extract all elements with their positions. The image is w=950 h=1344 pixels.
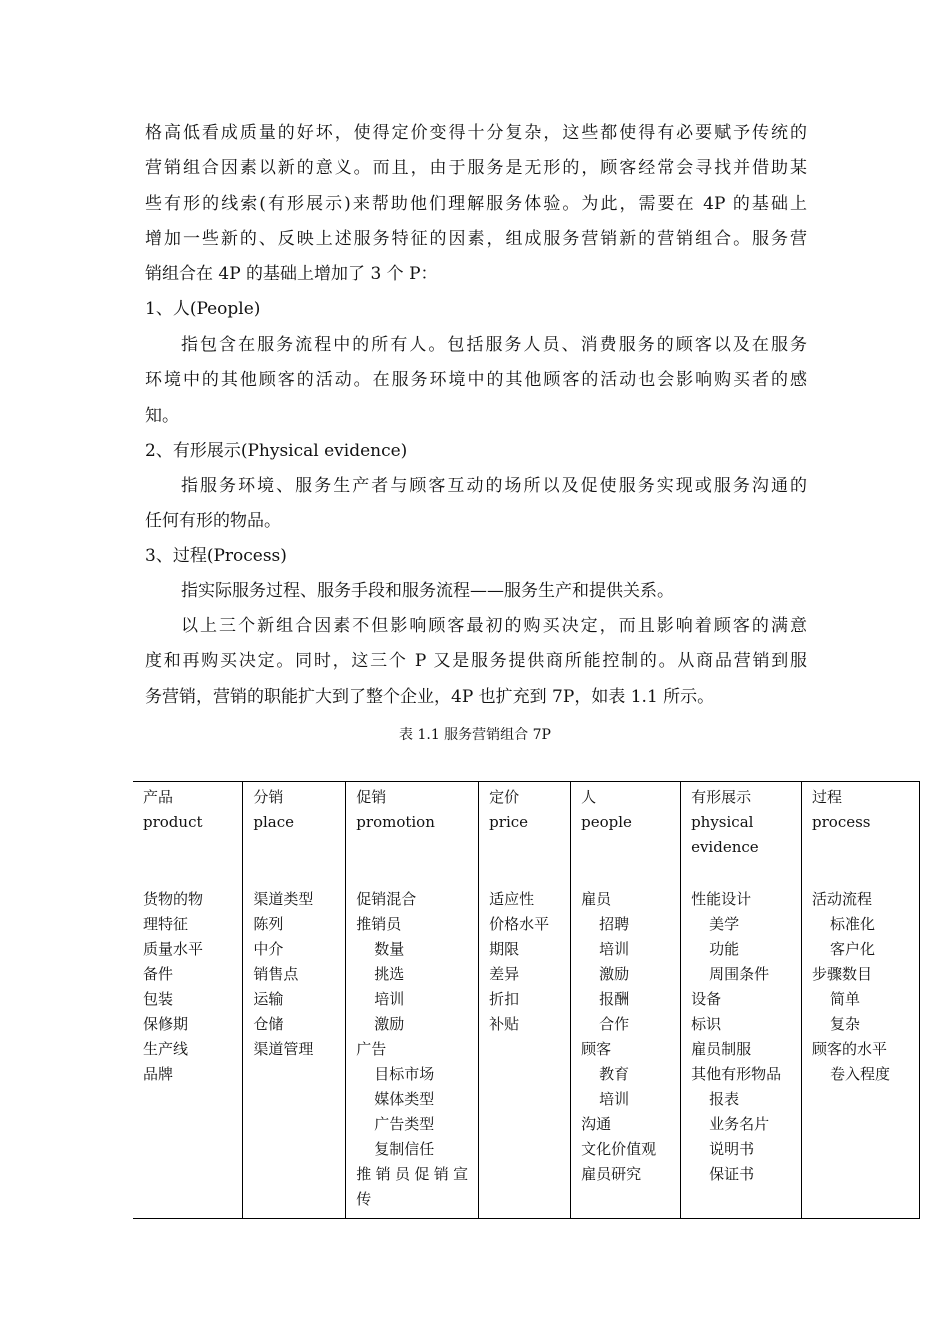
cell-item: 促销混合 xyxy=(356,890,417,908)
header-label: promotion xyxy=(356,813,435,831)
cell-item: 挑选 xyxy=(374,965,405,983)
cell-item: 激励 xyxy=(599,965,630,983)
cell-promotion xyxy=(346,881,479,1219)
cell-item: 保证书 xyxy=(709,1165,755,1183)
text-line: 指服务环境、服务生产者与顾客互动的场所以及促使服务实现或服务沟通的 xyxy=(181,476,807,496)
conclusion-paragraph xyxy=(145,609,807,715)
cell-item: 合作 xyxy=(599,1015,630,1033)
header-price xyxy=(479,782,571,882)
header-label: 分销 xyxy=(253,788,284,806)
header-label: 促销 xyxy=(356,788,387,806)
text-line: 增加一些新的、反映上述服务特征的因素，组成服务营销新的营销组合。服务营 xyxy=(145,228,807,249)
cell-item: 激励 xyxy=(374,1015,405,1033)
header-promotion xyxy=(346,782,479,882)
cell-item: 教育 xyxy=(599,1065,630,1083)
cell-item: 复杂 xyxy=(830,1015,861,1033)
cell-item: 生产线 xyxy=(143,1040,189,1058)
cell-place xyxy=(243,881,346,1219)
cell-item: 媒体类型 xyxy=(374,1090,435,1108)
text-line: 营销组合因素以新的意义。而且，由于服务是无形的，顾客经常会寻找并借助某 xyxy=(145,158,807,179)
cell-item: 折扣 xyxy=(489,990,520,1008)
intro-paragraph xyxy=(145,116,807,292)
text-line: 些有形的线索(有形展示)来帮助他们理解服务体验。为此，需要在 4P 的基础上 xyxy=(145,193,807,214)
cell-item: 补贴 xyxy=(489,1015,520,1033)
header-label: 人 xyxy=(581,788,597,806)
cell-item: 客户化 xyxy=(830,940,876,958)
cell-people xyxy=(571,881,681,1219)
cell-item: 标识 xyxy=(691,1015,722,1033)
cell-item: 美学 xyxy=(709,915,740,933)
cell-item: 设备 xyxy=(691,990,722,1008)
text-line: 务营销，营销的职能扩大到了整个企业，4P 也扩充到 7P，如表 1.1 所示。 xyxy=(145,686,715,707)
cell-item: 目标市场 xyxy=(374,1065,435,1083)
table-header-row xyxy=(133,782,920,882)
cell-item: 期限 xyxy=(489,940,520,958)
text-line: 指实际服务过程、服务手段和服务流程——服务生产和提供关系。 xyxy=(181,581,674,601)
process-heading: 3、过程(Process) xyxy=(145,546,287,566)
cell-item: 渠道管理 xyxy=(253,1040,314,1058)
cell-item: 渠道类型 xyxy=(253,890,314,908)
process-paragraph xyxy=(145,574,807,609)
text-line: 环境中的其他顾客的活动。在服务环境中的其他顾客的活动也会影响购买者的感 xyxy=(145,370,807,391)
cell-item: 报表 xyxy=(709,1090,740,1108)
header-label: process xyxy=(812,813,871,831)
cell-item: 适应性 xyxy=(489,890,535,908)
text-line: 销组合在 4P 的基础上增加了 3 个 P： xyxy=(145,264,438,285)
cell-item: 品牌 xyxy=(143,1065,174,1083)
text-line: 度和再购买决定。同时，这三个 P 又是服务提供商所能控制的。从商品营销到服 xyxy=(145,651,807,672)
header-label: place xyxy=(253,813,295,831)
cell-item: 培训 xyxy=(599,940,630,958)
evidence-paragraph xyxy=(145,469,807,540)
marketing-mix-table xyxy=(133,781,920,1219)
header-physical-evidence xyxy=(681,782,802,882)
cell-item: 文化价值观 xyxy=(581,1140,657,1158)
cell-product xyxy=(133,881,243,1219)
header-product xyxy=(133,782,243,882)
cell-item: 沟通 xyxy=(581,1115,612,1133)
cell-item: 其他有形物品 xyxy=(691,1065,782,1083)
cell-item: 培训 xyxy=(374,990,405,1008)
cell-item: 顾客的水平 xyxy=(812,1040,888,1058)
table-caption: 表 1.1 服务营销组合 7P xyxy=(399,727,551,743)
cell-item: 质量水平 xyxy=(143,940,204,958)
text-line: 指包含在服务流程中的所有人。包括服务人员、消费服务的顾客以及在服务 xyxy=(181,335,807,355)
cell-item: 顾客 xyxy=(581,1040,612,1058)
cell-item: 简单 xyxy=(830,990,861,1008)
cell-item: 差异 xyxy=(489,965,520,983)
header-label: 有形展示 xyxy=(691,788,752,806)
cell-item: 性能设计 xyxy=(691,890,752,908)
header-label: 产品 xyxy=(143,788,174,806)
cell-item: 陈列 xyxy=(253,915,284,933)
header-place xyxy=(243,782,346,882)
header-label: evidence xyxy=(691,838,759,856)
cell-item: 雇员 xyxy=(581,890,612,908)
cell-item: 价格水平 xyxy=(489,915,550,933)
cell-item: 销售点 xyxy=(253,965,299,983)
cell-item: 广告 xyxy=(356,1040,387,1058)
cell-item: 传 xyxy=(356,1190,372,1208)
cell-price xyxy=(479,881,571,1219)
cell-item: 仓储 xyxy=(253,1015,284,1033)
cell-item: 步骤数目 xyxy=(812,965,873,983)
evidence-heading: 2、有形展示(Physical evidence) xyxy=(145,441,408,461)
cell-item: 周围条件 xyxy=(709,965,770,983)
cell-item: 业务名片 xyxy=(709,1115,770,1133)
cell-item: 报酬 xyxy=(599,990,630,1008)
cell-item: 中介 xyxy=(253,940,284,958)
cell-item: 雇员研究 xyxy=(581,1165,642,1183)
cell-item: 广告类型 xyxy=(374,1115,435,1133)
cell-physical-evidence xyxy=(681,881,802,1219)
header-label: price xyxy=(489,813,529,831)
cell-process xyxy=(802,881,920,1219)
cell-item: 功能 xyxy=(709,940,740,958)
header-label: product xyxy=(143,813,203,831)
text-line: 以上三个新组合因素不但影响顾客最初的购买决定，而且影响着顾客的满意 xyxy=(181,616,807,636)
cell-item: 卷入程度 xyxy=(830,1065,891,1083)
header-people xyxy=(571,782,681,882)
people-heading: 1、人(People) xyxy=(145,299,261,319)
text-line: 任何有形的物品。 xyxy=(145,511,281,532)
cell-item: 货物的物 xyxy=(143,890,204,908)
text-line: 格高低看成质量的好坏，使得定价变得十分复杂，这些都使得有必要赋予传统的 xyxy=(145,123,807,143)
header-label: physical xyxy=(691,813,754,831)
header-process xyxy=(802,782,920,882)
cell-item: 标准化 xyxy=(830,915,876,933)
cell-item: 运输 xyxy=(253,990,284,1008)
cell-item: 推销员促销宣 xyxy=(356,1165,469,1183)
text-line: 知。 xyxy=(145,405,179,426)
cell-item: 雇员制服 xyxy=(691,1040,752,1058)
people-paragraph xyxy=(145,328,807,434)
cell-item: 理特征 xyxy=(143,915,189,933)
table-body-row xyxy=(133,881,920,1219)
cell-item: 招聘 xyxy=(599,915,630,933)
cell-item: 保修期 xyxy=(143,1015,189,1033)
cell-item: 备件 xyxy=(143,965,174,983)
cell-item: 推销员 xyxy=(356,915,402,933)
cell-item: 数量 xyxy=(374,940,405,958)
header-label: people xyxy=(581,813,632,831)
header-label: 过程 xyxy=(812,788,843,806)
header-label: 定价 xyxy=(489,788,520,806)
cell-item: 说明书 xyxy=(709,1140,755,1158)
cell-item: 活动流程 xyxy=(812,890,873,908)
cell-item: 包装 xyxy=(143,990,174,1008)
cell-item: 培训 xyxy=(599,1090,630,1108)
cell-item: 复制信任 xyxy=(374,1140,435,1158)
